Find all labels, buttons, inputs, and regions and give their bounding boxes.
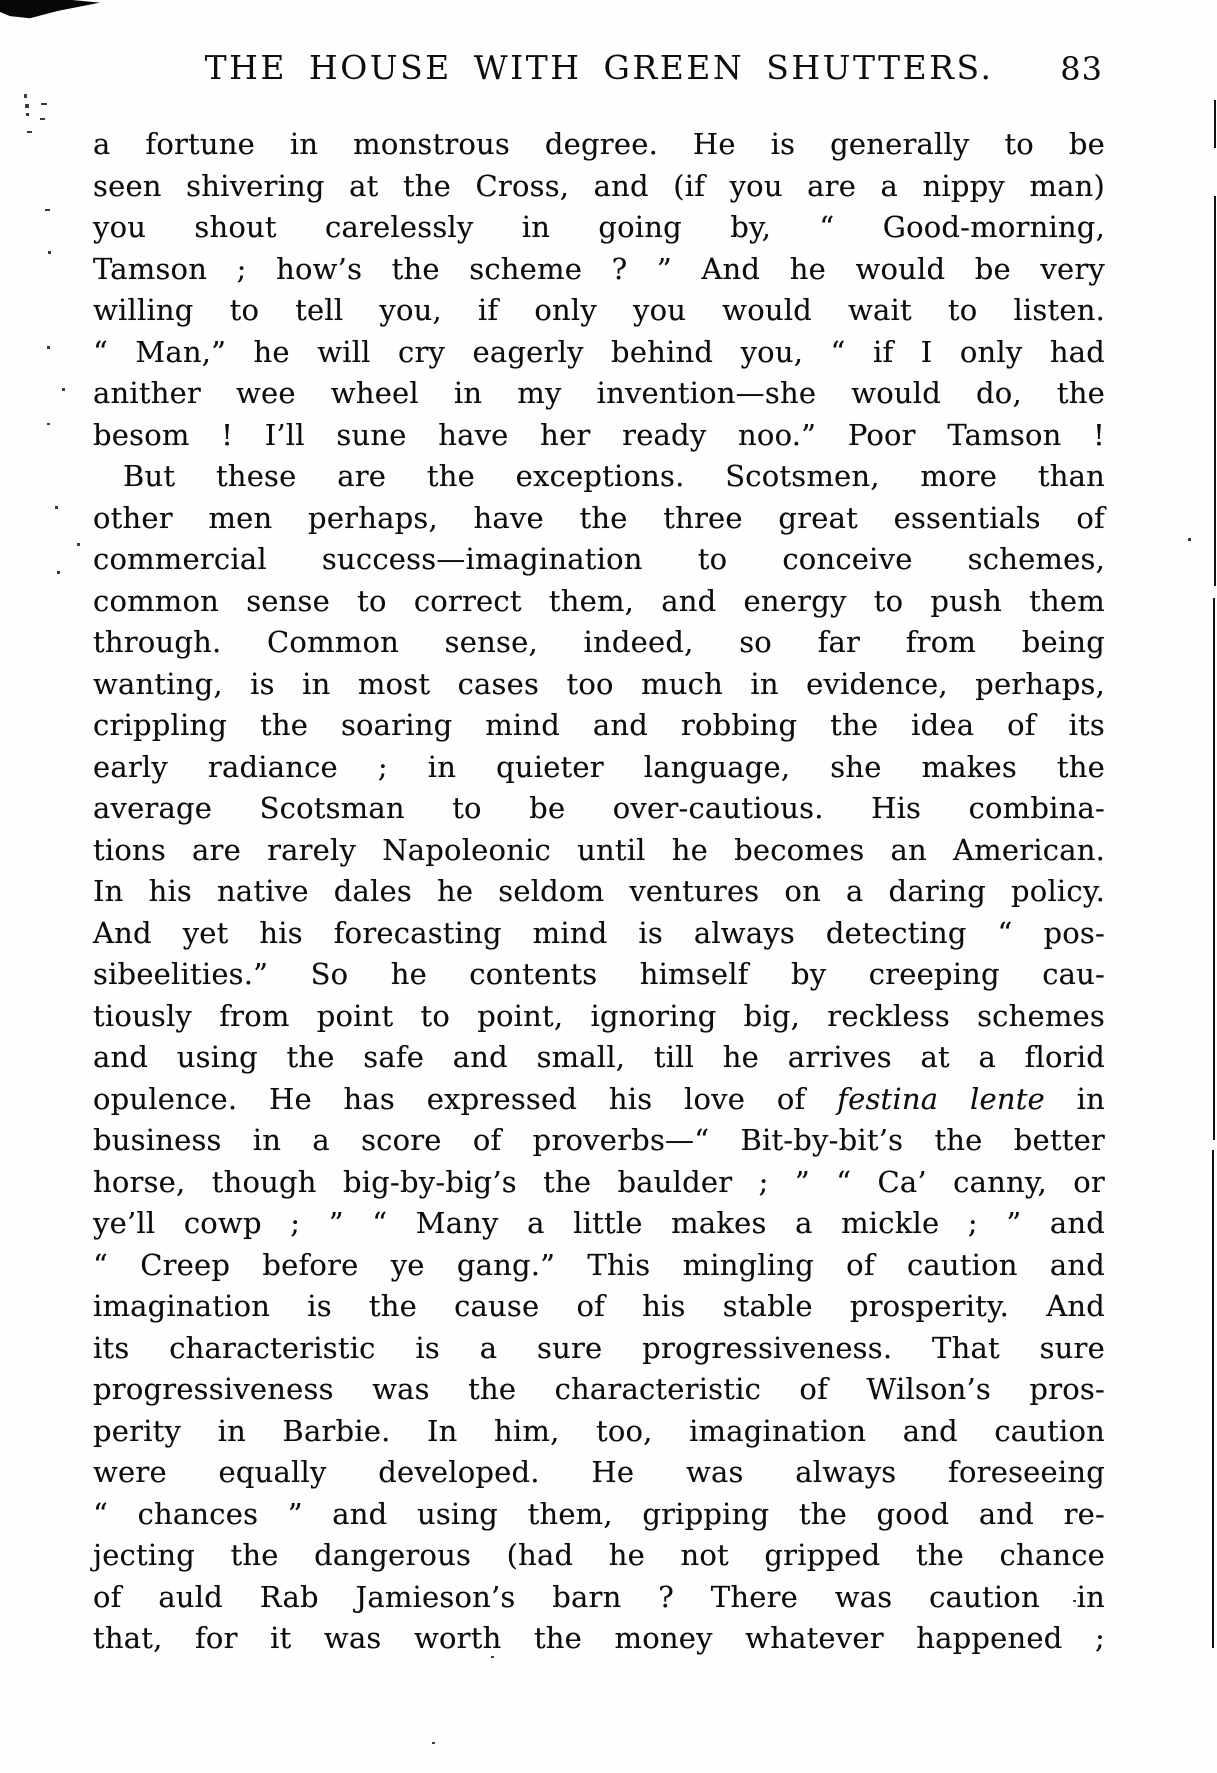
text-segment: in [1044, 1081, 1105, 1116]
scan-speck [24, 94, 27, 98]
text-segment: wanting, is in most cases too much in evidence, perhaps, [93, 666, 1105, 701]
text-line [93, 1494, 1105, 1536]
scan-corner-blot [0, 0, 100, 26]
page-title: THE HOUSE WITH GREEN SHUTTERS. [204, 48, 994, 87]
text-line [93, 1203, 1105, 1245]
text-line [93, 1618, 1105, 1660]
text-line [93, 1452, 1105, 1494]
text-segment: tions are rarely Napoleonic until he becomes an American. [93, 832, 1105, 867]
text-segment: commercial success—imagination to conceive schemes, [93, 542, 1105, 576]
text-column [93, 124, 1105, 1660]
text-segment: horse, though big-by-big’s the baulder ; ” “ Ca’ canny, or [93, 1164, 1105, 1199]
text-line [93, 1120, 1105, 1162]
text-line [93, 539, 1105, 581]
text-segment: tiously from point to point, ignoring big, reckless schemes [93, 998, 1105, 1033]
text-line [93, 954, 1105, 996]
text-line [93, 830, 1105, 872]
text-line [93, 249, 1105, 291]
text-segment: “ chances ” and using them, gripping the good and re- [93, 1496, 1105, 1531]
text-segment: progressiveness was the characteristic of Wilson’s pros- [93, 1372, 1105, 1406]
text-line [93, 622, 1105, 664]
scan-speck [57, 571, 60, 574]
text-line [93, 332, 1105, 374]
scan-speck [55, 506, 58, 509]
text-segment: and using the safe and small, till he arrives at a florid [93, 1040, 1105, 1074]
text-segment: business in a score of proverbs—“ Bit-by-bit’s the better [93, 1123, 1105, 1157]
text-line [93, 996, 1105, 1038]
page-edge-line [1214, 196, 1216, 586]
text-line [93, 373, 1105, 415]
scan-speck [47, 423, 50, 425]
text-segment: a fortune in monstrous degree. He is generally to be [93, 127, 1105, 161]
text-line [93, 705, 1105, 747]
text-segment: average Scotsman to be over-cautious. His combina- [93, 791, 1105, 825]
text-segment: common sense to correct them, and energy to push them [93, 583, 1105, 618]
text-line [93, 1577, 1105, 1619]
scan-speck [26, 113, 29, 116]
page-number: 83 [1060, 50, 1103, 88]
text-segment: ye’ll cowp ; ” “ Many a little makes a mickle ; ” and [93, 1206, 1105, 1240]
scan-speck [45, 209, 50, 211]
text-segment: In his native dales he seldom ventures on a daring policy. [93, 874, 1105, 908]
text-line [93, 290, 1105, 332]
text-segment: crippling the soaring mind and robbing the idea of its [93, 708, 1105, 742]
text-segment: “ Creep before ye gang.” This mingling of caution and [93, 1247, 1105, 1282]
text-line [93, 1245, 1105, 1287]
scan-speck [62, 388, 65, 391]
scan-speck [1188, 538, 1191, 541]
text-line [93, 1535, 1105, 1577]
text-line [93, 1411, 1105, 1453]
page-edge-line [1212, 1150, 1214, 1648]
text-segment: perity in Barbie. In him, too, imagination and caution [93, 1413, 1105, 1448]
text-line [93, 581, 1105, 623]
text-line [93, 456, 1105, 498]
text-segment: jecting the dangerous (had he not gripped the chance [93, 1538, 1105, 1572]
text-line [93, 871, 1105, 913]
scan-speck [40, 118, 45, 120]
text-line [93, 124, 1105, 166]
text-line [93, 747, 1105, 789]
text-segment: willing to tell you, if only you would wait to listen. [93, 293, 1105, 327]
scan-speck [77, 543, 80, 546]
text-segment: early radiance ; in quieter language, she makes the [93, 749, 1105, 784]
scan-speck [25, 104, 29, 108]
text-segment: other men perhaps, have the three great essentials of [93, 500, 1105, 535]
text-line [93, 415, 1105, 457]
text-segment: besom ! I’ll sune have her ready noo.” Poor Tamson ! [93, 417, 1105, 452]
text-segment: sibeelities.” So he contents himself by creeping cau- [93, 957, 1105, 991]
scan-speck [48, 251, 51, 254]
text-line [93, 788, 1105, 830]
text-segment: its characteristic is a sure progressiveness. That sure [93, 1330, 1105, 1365]
text-line [93, 1328, 1105, 1370]
text-segment: But these are the exceptions. Scotsmen, more than [123, 459, 1105, 493]
text-segment: imagination is the cause of his stable prosperity. And [93, 1289, 1105, 1323]
page-edge-line [1213, 598, 1215, 1140]
text-segment: through. Common sense, indeed, so far from being [93, 625, 1105, 659]
text-segment: were equally developed. He was always foreseeing [93, 1455, 1105, 1489]
text-line [93, 207, 1105, 249]
text-segment: opulence. He has expressed his love of [93, 1081, 838, 1116]
text-line [93, 1037, 1105, 1079]
text-segment: you shout carelessly in going by, “ Good-morning, [93, 210, 1105, 244]
text-line [93, 913, 1105, 955]
text-segment: of auld Rab Jamieson’s barn ? There was caution in [93, 1579, 1105, 1614]
text-segment: seen shivering at the Cross, and (if you are a nippy man) [93, 168, 1105, 203]
text-segment: Tamson ; how’s the scheme ? ” And he would be very [93, 251, 1105, 286]
running-header [93, 48, 1105, 92]
text-line [93, 1369, 1105, 1411]
italic-phrase: festina lente [837, 1081, 1045, 1116]
text-line [93, 1162, 1105, 1204]
text-line [93, 166, 1105, 208]
scan-speck [41, 103, 47, 105]
scan-speck [47, 346, 50, 349]
text-line [93, 498, 1105, 540]
scan-speck [432, 1742, 435, 1744]
text-segment: And yet his forecasting mind is always detecting “ pos- [93, 915, 1105, 950]
text-line [93, 664, 1105, 706]
text-line [93, 1286, 1105, 1328]
page-edge-line [1214, 100, 1216, 148]
text-segment: that, for it was worth the money whatever happened ; [93, 1621, 1105, 1655]
text-line [93, 1079, 1105, 1121]
text-segment: anither wee wheel in my invention—she would do, the [93, 376, 1105, 410]
scan-speck [27, 131, 32, 133]
text-segment: “ Man,” he will cry eagerly behind you, “ if I only had [93, 334, 1105, 369]
